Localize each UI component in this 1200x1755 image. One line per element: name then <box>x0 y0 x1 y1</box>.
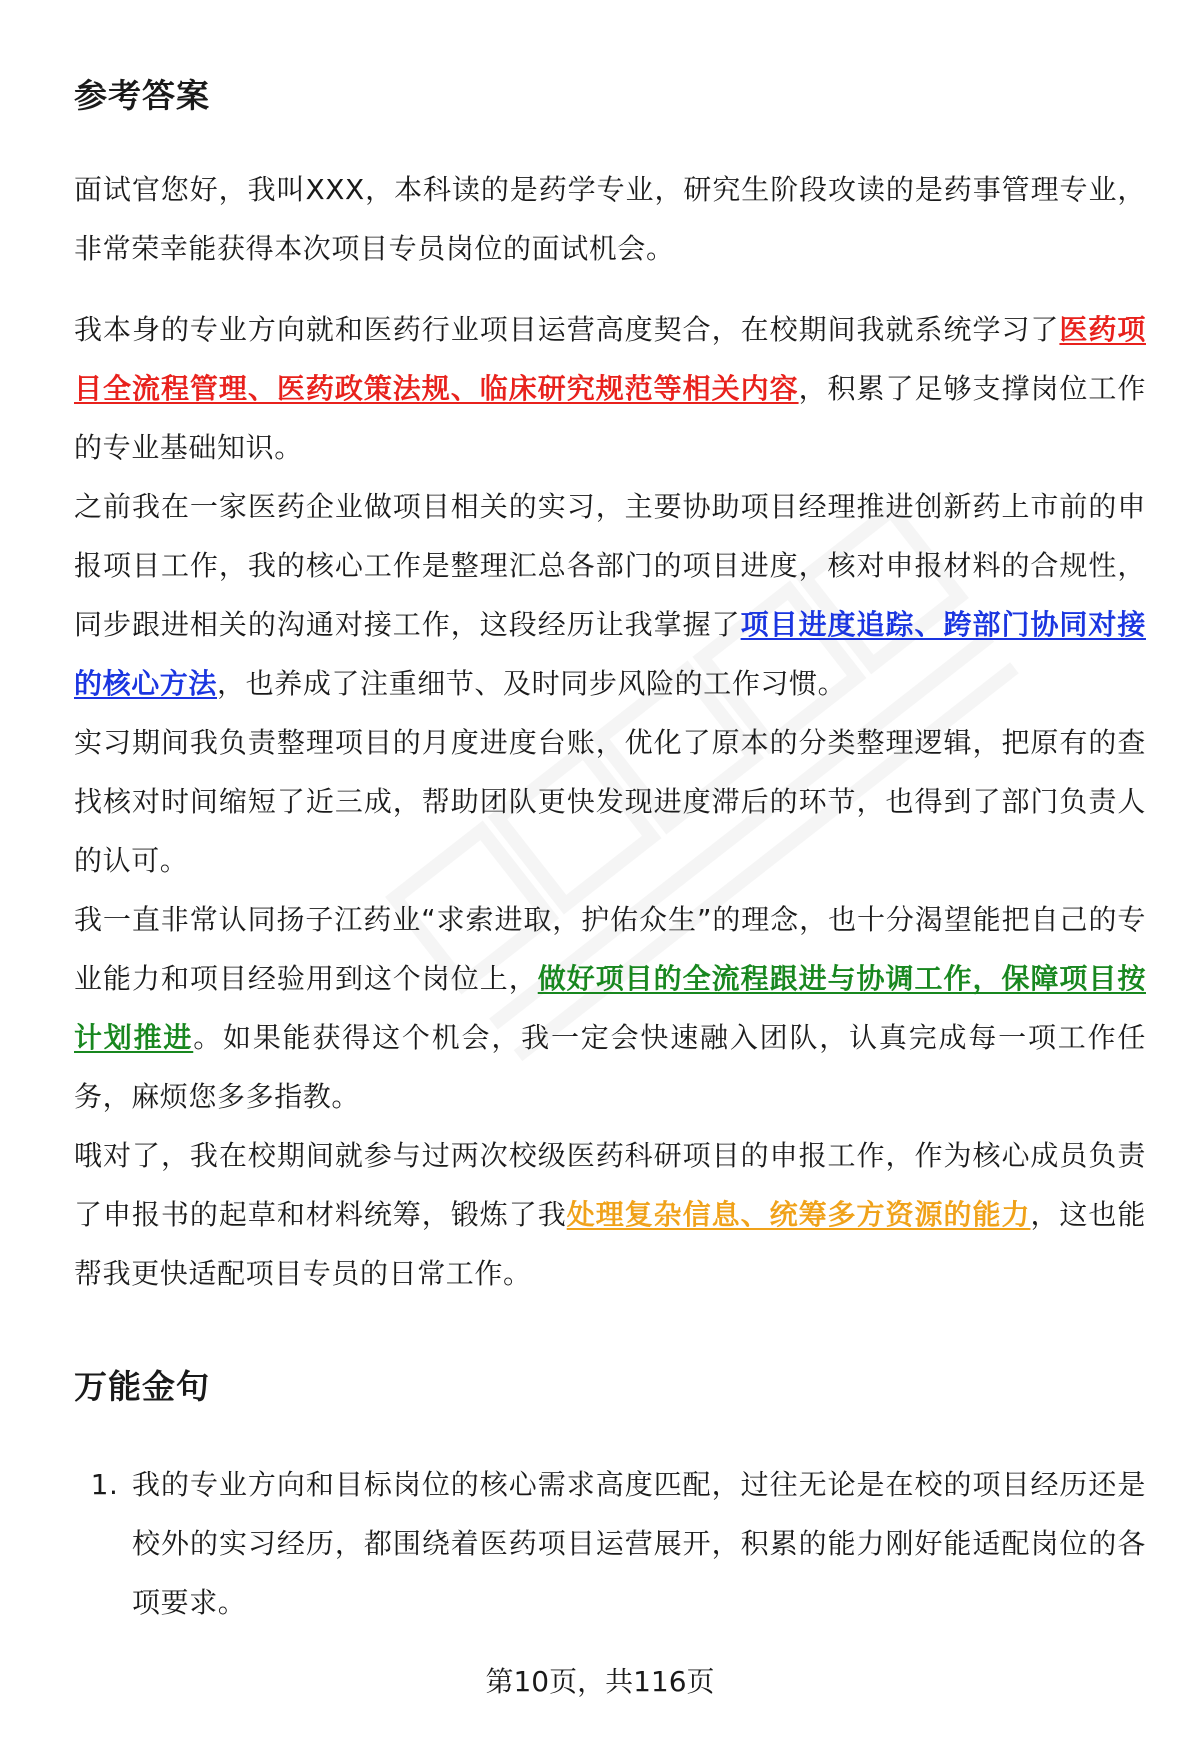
highlight-text-green: 做好项目的全流程跟进与协调工作，保障项目按计划推进 <box>74 962 1146 1054</box>
highlight-text-blue: 项目进度追踪、跨部门协同对接的核心方法 <box>74 608 1146 700</box>
answer-paragraph <box>74 160 1146 278</box>
paragraph-text: ，这也能帮我更快适配项目专员的日常工作。 <box>74 1198 1147 1290</box>
paragraph-text: ，积累了足够支撑岗位工作的专业基础知识。 <box>74 372 1146 464</box>
answer-paragraph <box>74 477 1146 713</box>
golden-sentence-list <box>74 1455 1146 1632</box>
paragraph-text: ，也养成了注重细节、及时同步风险的工作习惯。 <box>217 667 847 700</box>
heading-reference-answer: 参考答案 <box>74 76 210 115</box>
page-footer: 第10页，共116页 <box>485 1665 715 1698</box>
paragraph-text: 。如果能获得这个机会，我一定会快速融入团队，认真完成每一项工作任务，麻烦您多多指教。 <box>74 1021 1146 1113</box>
golden-sentence-item: 1. 我的专业方向和目标岗位的核心需求高度匹配，过往无论是在校的项目经历还是校外的实习经历，都围绕着医药项目运营展开，积累的能力刚好能适配岗位的各项要求。 <box>128 1455 1146 1632</box>
answer-paragraph <box>74 300 1146 477</box>
paragraph-text: 之前我在一家医药企业做项目相关的实习，主要协助项目经理推进创新药上市前的申报项目工作，我的核心工作是整理汇总各部门的项目进度，核对申报材料的合规性，同步跟进相关的沟通对接工作，这段经历让我掌握了 <box>74 490 1146 641</box>
highlight-text-orange: 处理复杂信息、统筹多方资源的能力 <box>566 1198 1031 1231</box>
document-content <box>74 62 1146 1632</box>
paragraph-text: 我本身的专业方向就和医药行业项目运营高度契合，在校期间我就系统学习了 <box>74 313 1060 346</box>
paragraph-text: 哦对了，我在校期间就参与过两次校级医药科研项目的申报工作，作为核心成员负责了申报书的起草和材料统筹，锻炼了我 <box>74 1139 1146 1231</box>
paragraph-text: 实习期间我负责整理项目的月度进度台账，优化了原本的分类整理逻辑，把原有的查找核对时间缩短了近三成，帮助团队更快发现进度滞后的环节，也得到了部门负责人的认可。 <box>74 726 1146 877</box>
heading-golden-sentences: 万能金句 <box>74 1367 210 1406</box>
answer-paragraph <box>74 1126 1146 1303</box>
paragraph-text: 面试官您好，我叫XXX，本科读的是药学专业，研究生阶段攻读的是药事管理专业，非常荣幸能获得本次项目专员岗位的面试机会。 <box>74 173 1146 265</box>
answer-paragraph <box>74 713 1146 890</box>
answer-paragraph <box>74 890 1146 1126</box>
highlight-text-red: 医药项目全流程管理、医药政策法规、临床研究规范等相关内容 <box>74 313 1146 405</box>
paragraph-text: 我一直非常认同扬子江药业“求索进取，护佑众生”的理念，也十分渴望能把自己的专业能力和项目经验用到这个岗位上， <box>74 903 1146 995</box>
answer-paragraphs <box>74 160 1146 1303</box>
